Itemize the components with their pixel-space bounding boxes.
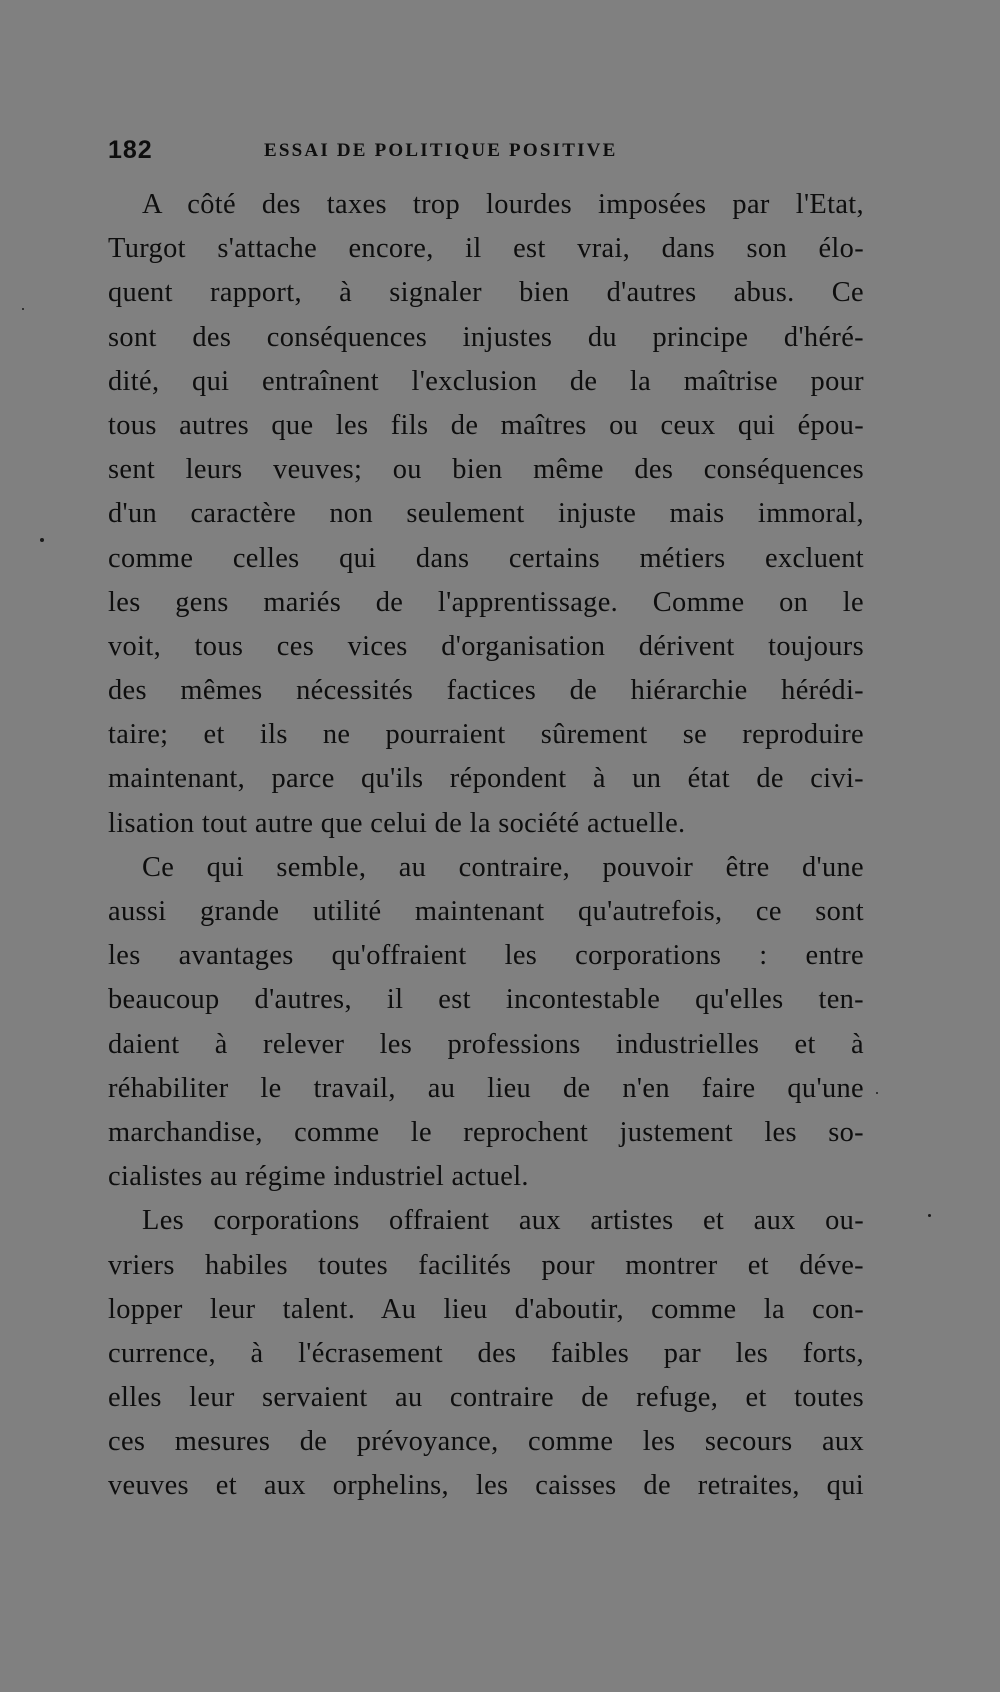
page-number: 182	[108, 136, 153, 164]
scan-speck	[22, 308, 24, 310]
running-head	[108, 136, 698, 172]
text-line: A côté des taxes trop lourdes imposées par l'Etat,	[142, 189, 864, 220]
text-line: cialistes au régime industriel actuel.	[108, 1161, 529, 1193]
text-line: marchandise, comme le reprochent justement les so-	[108, 1116, 864, 1148]
text-line: dité, qui entraînent l'exclusion de la maîtrise pour	[108, 365, 864, 397]
text-line: sent leurs veuves; ou bien même des conséquences	[108, 454, 864, 486]
text-line: elles leur servaient au contraire de refuge, et toutes	[108, 1382, 864, 1414]
text-line: Turgot s'attache encore, il est vrai, dans son élo-	[108, 233, 864, 265]
text-line: d'un caractère non seulement injuste mais immoral,	[108, 498, 864, 530]
text-line: les gens mariés de l'apprentissage. Comme on le	[108, 586, 864, 618]
text-line: sont des conséquences injustes du principe d'héré-	[108, 321, 864, 353]
scan-speck	[876, 1092, 878, 1094]
text-line: lisation tout autre que celui de la société actuelle.	[108, 807, 686, 839]
text-line: Les corporations offraient aux artistes et aux ou-	[142, 1205, 864, 1237]
scan-speck	[40, 538, 44, 542]
text-line: comme celles qui dans certains métiers excluent	[108, 542, 864, 574]
text-line: quent rapport, à signaler bien d'autres abus. Ce	[108, 277, 864, 309]
text-line: ces mesures de prévoyance, comme les secours aux	[108, 1426, 864, 1458]
paragraph	[108, 846, 864, 1200]
body-text	[108, 183, 864, 1509]
scan-speck	[928, 1214, 931, 1217]
text-line: taire; et ils ne pourraient sûrement se reproduire	[108, 719, 864, 751]
running-title: ESSAI DE POLITIQUE POSITIVE	[264, 140, 618, 161]
text-line: currence, à l'écrasement des faibles par les forts,	[108, 1337, 864, 1369]
text-line: veuves et aux orphelins, les caisses de retraites, qui	[108, 1470, 864, 1502]
text-line: Ce qui semble, au contraire, pouvoir être d'une	[142, 851, 864, 883]
text-line: voit, tous ces vices d'organisation dérivent toujours	[108, 630, 864, 662]
text-line: beaucoup d'autres, il est incontestable qu'elles ten-	[108, 984, 864, 1016]
text-line: réhabiliter le travail, au lieu de n'en faire qu'une	[108, 1072, 864, 1104]
text-line: aussi grande utilité maintenant qu'autrefois, ce sont	[108, 896, 864, 927]
text-line: vriers habiles toutes facilités pour montrer et déve-	[108, 1249, 864, 1281]
paragraph	[108, 1199, 864, 1508]
text-line: des mêmes nécessités factices de hiérarchie hérédi-	[108, 675, 864, 707]
paragraph	[108, 183, 864, 846]
text-line: lopper leur talent. Au lieu d'aboutir, comme la con-	[108, 1293, 864, 1325]
text-line: tous autres que les fils de maîtres ou ceux qui épou-	[108, 409, 864, 441]
text-line: daient à relever les professions industrielles et à	[108, 1028, 864, 1060]
text-line: les avantages qu'offraient les corporations : entre	[108, 940, 864, 972]
text-line: maintenant, parce qu'ils répondent à un état de civi-	[108, 763, 864, 795]
